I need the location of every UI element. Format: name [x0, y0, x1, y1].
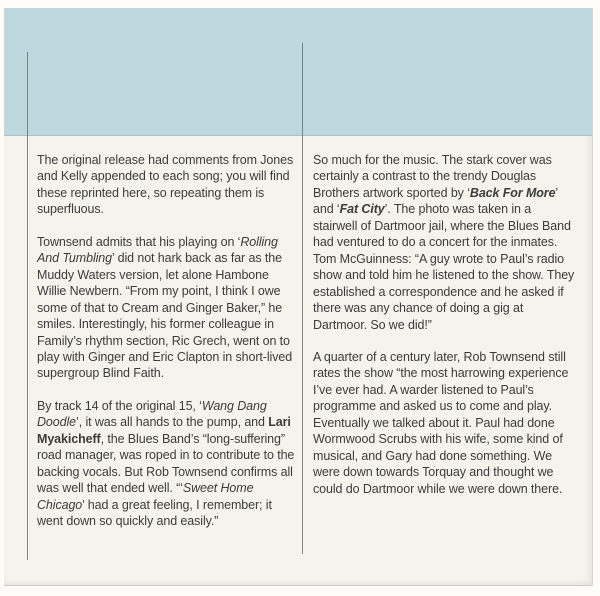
- text-run: ’ had a great feeling, I remember; it went down so quickly and easily.”: [37, 497, 272, 529]
- text-run: The original release had comments from Jones and Kelly appended to each song; you will find these reprinted here, so repeating them is superfluous.: [37, 153, 294, 217]
- text-run: Rolling And Tumbling: [37, 234, 278, 266]
- paragraph: [313, 152, 577, 333]
- left-text-column: [37, 152, 297, 546]
- text-run: ’. The photo was taken in a stairwell of Dartmoor jail, where the Blues Band had ventured to do a concert for the inmates. Tom McGuinness: “A guy wrote to Paul’s radio show and told him he listened to the show. They established a correspondence and he asked if there was any chance of doing a gig at Dartmoor. So we did!”: [313, 202, 575, 332]
- text-run: Sweet Home Chicago: [37, 481, 254, 512]
- text-run: ’ and ‘: [313, 185, 558, 217]
- header-band: [4, 8, 592, 136]
- paragraph: [37, 398, 297, 530]
- text-run: By track 14 of the original 15, ‘: [37, 398, 202, 413]
- text-run: Wang Dang Doodle: [37, 398, 267, 430]
- text-run: A quarter of a century later, Rob Townsend still rates the show “the most harrowing experience I’ve ever had. A warder listened to Paul’s programme and asked us to come and play. Eventually we talked about it. Paul had done Wormwood Scrubs with his wife, some kind of musical, and Gary had done something. We were down towards Torquay and thought we could do Dartmoor while we were down there.: [313, 349, 569, 496]
- text-run: , the Blues Band’s “long-suffering” road manager, was roped in to contribute to the backing vocals. But Rob Townsend confirms all was well that ended well. “‘: [37, 431, 295, 496]
- text-run: Back For More: [469, 185, 556, 200]
- left-fold-line: [27, 52, 28, 560]
- paragraph: [37, 234, 297, 382]
- text-run: Fat City: [339, 202, 385, 217]
- text-run: ’, it was all hands to the pump, and: [76, 415, 269, 430]
- paragraph: [313, 349, 577, 497]
- paragraph: [37, 152, 297, 218]
- text-run: Lari Myakicheff: [37, 415, 291, 446]
- text-run: ’ did not hark back as far as the Muddy Waters version, let alone Hambone Willie Newbern. “From my point, I think I owe some of that to Cream and Ginger Baker,” he smiles. Interestingly, his former colleague in Family’s rhythm section, Ric Grech, went on to play with Ginger and Eric Clapton in short-lived supergroup Blind Faith.: [37, 251, 293, 381]
- text-run: So much for the music. The stark cover was certainly a contrast to the trendy Douglas Brothers artwork sported by ‘: [313, 153, 552, 200]
- text-run: Townsend admits that his playing on ‘: [37, 234, 241, 249]
- column-divider-line: [302, 43, 303, 554]
- right-text-column: [313, 152, 577, 513]
